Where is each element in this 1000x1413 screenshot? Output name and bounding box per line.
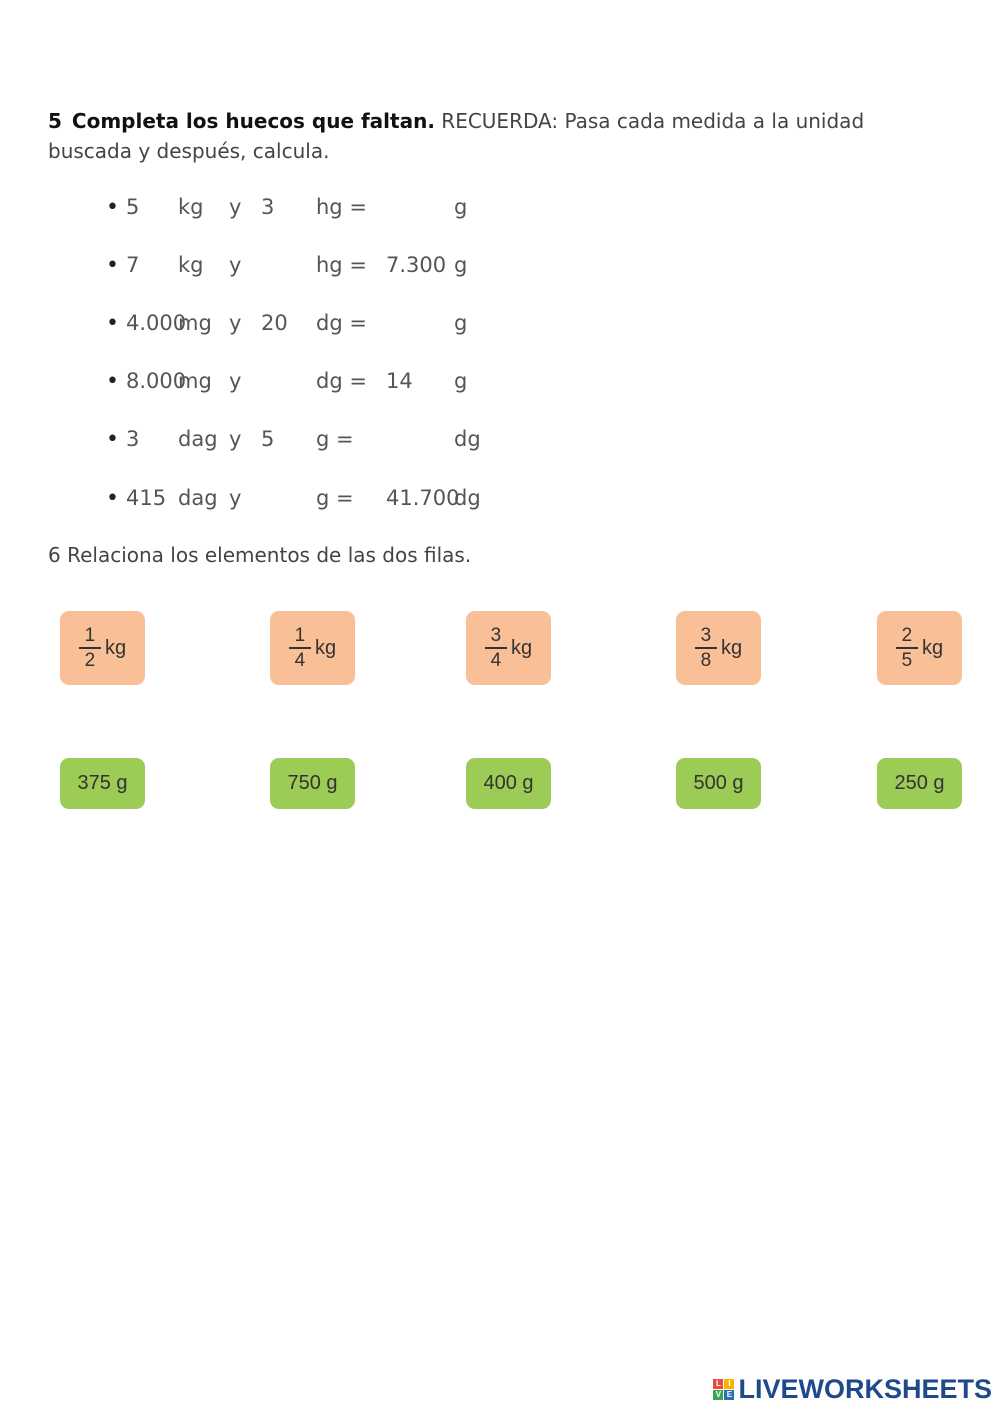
row-u2: dg = — [316, 311, 367, 335]
answer-field: 20 — [261, 311, 288, 335]
row-a: 3 — [126, 427, 140, 451]
answer-field: 7.300 — [386, 253, 447, 277]
fraction — [79, 625, 101, 671]
row-u1: mg — [178, 311, 212, 335]
answer-field[interactable] — [261, 253, 311, 279]
fraction-card[interactable] — [270, 611, 355, 685]
logo-mark-letter: E — [724, 1390, 734, 1400]
answer-field[interactable] — [261, 486, 311, 512]
fraction-card[interactable] — [676, 611, 761, 685]
bullet: • — [106, 311, 119, 336]
exercise-5-instructions — [48, 106, 948, 166]
row-u3: g — [454, 369, 468, 393]
row-u1: dag — [178, 486, 218, 510]
exercise-5-title: Completa los huecos que faltan. — [71, 109, 435, 133]
numerator: 2 — [901, 625, 913, 647]
answer-field: 3 — [261, 195, 275, 219]
exercise-5-number: 5 — [48, 109, 62, 133]
row-y: y — [229, 195, 242, 219]
fraction-bar — [289, 647, 311, 649]
row-u1: dag — [178, 427, 218, 451]
exercise-5-reminder: RECUERDA: Pasa cada medida a la unidad buscada y después, calcula. — [48, 109, 865, 163]
unit-label: kg — [314, 636, 337, 659]
row-u2: g = — [316, 486, 354, 510]
logo-text: LIVEWORKSHEETS — [738, 1374, 992, 1404]
fraction-bar — [79, 647, 101, 649]
bullet: • — [106, 253, 119, 278]
grams-card[interactable]: 750 g — [270, 758, 355, 809]
exercise-6-title: 6 Relaciona los elementos de las dos filas. — [48, 543, 472, 567]
row-a: 7 — [126, 253, 140, 277]
answer-field[interactable] — [386, 311, 436, 337]
row-y: y — [229, 486, 242, 510]
fraction-bar — [695, 647, 717, 649]
row-a: 5 — [126, 195, 140, 219]
row-u2: dg = — [316, 369, 367, 393]
fraction-bar — [485, 647, 507, 649]
logo-mark-letter: I — [724, 1379, 734, 1389]
row-u1: mg — [178, 369, 212, 393]
row-u1: kg — [178, 195, 204, 219]
numerator: 3 — [700, 625, 712, 647]
bullet: • — [106, 427, 119, 452]
numerator: 3 — [490, 625, 502, 647]
numerator: 1 — [294, 625, 306, 647]
logo-mark-letter: L — [713, 1379, 723, 1389]
answer-field: 41.700 — [386, 486, 460, 510]
denominator: 5 — [901, 649, 913, 671]
denominator: 4 — [490, 649, 502, 671]
grams-card[interactable]: 500 g — [676, 758, 761, 809]
fraction-card[interactable] — [877, 611, 962, 685]
liveworksheets-logo — [713, 1374, 992, 1405]
row-u2: hg = — [316, 253, 367, 277]
fraction — [485, 625, 507, 671]
unit-label: kg — [921, 636, 944, 659]
row-u3: g — [454, 311, 468, 335]
grams-card[interactable]: 400 g — [466, 758, 551, 809]
fraction — [289, 625, 311, 671]
row-u2: hg = — [316, 195, 367, 219]
row-a: 8.000 — [126, 369, 187, 393]
row-u3: g — [454, 195, 468, 219]
row-y: y — [229, 369, 242, 393]
fraction-bar — [896, 647, 918, 649]
row-a: 415 — [126, 486, 167, 510]
bullet: • — [106, 486, 119, 511]
row-u3: dg — [454, 427, 481, 451]
denominator: 8 — [700, 649, 712, 671]
row-y: y — [229, 311, 242, 335]
row-a: 4.000 — [126, 311, 187, 335]
answer-field: 5 — [261, 427, 275, 451]
row-u2: g = — [316, 427, 354, 451]
row-u3: dg — [454, 486, 481, 510]
row-u1: kg — [178, 253, 204, 277]
answer-field: 14 — [386, 369, 413, 393]
answer-field[interactable] — [386, 427, 436, 453]
row-y: y — [229, 253, 242, 277]
fraction — [896, 625, 918, 671]
denominator: 4 — [294, 649, 306, 671]
row-y: y — [229, 427, 242, 451]
numerator: 1 — [84, 625, 96, 647]
answer-field[interactable] — [261, 369, 311, 395]
grams-card[interactable]: 250 g — [877, 758, 962, 809]
answer-field[interactable] — [386, 195, 436, 221]
row-u3: g — [454, 253, 468, 277]
bullet: • — [106, 369, 119, 394]
logo-mark-letter: V — [713, 1390, 723, 1400]
logo-mark-icon — [713, 1379, 734, 1400]
unit-label: kg — [104, 636, 127, 659]
fraction-card[interactable] — [60, 611, 145, 685]
fraction-card[interactable] — [466, 611, 551, 685]
bullet: • — [106, 195, 119, 220]
unit-label: kg — [720, 636, 743, 659]
unit-label: kg — [510, 636, 533, 659]
grams-card[interactable]: 375 g — [60, 758, 145, 809]
fraction — [695, 625, 717, 671]
denominator: 2 — [84, 649, 96, 671]
